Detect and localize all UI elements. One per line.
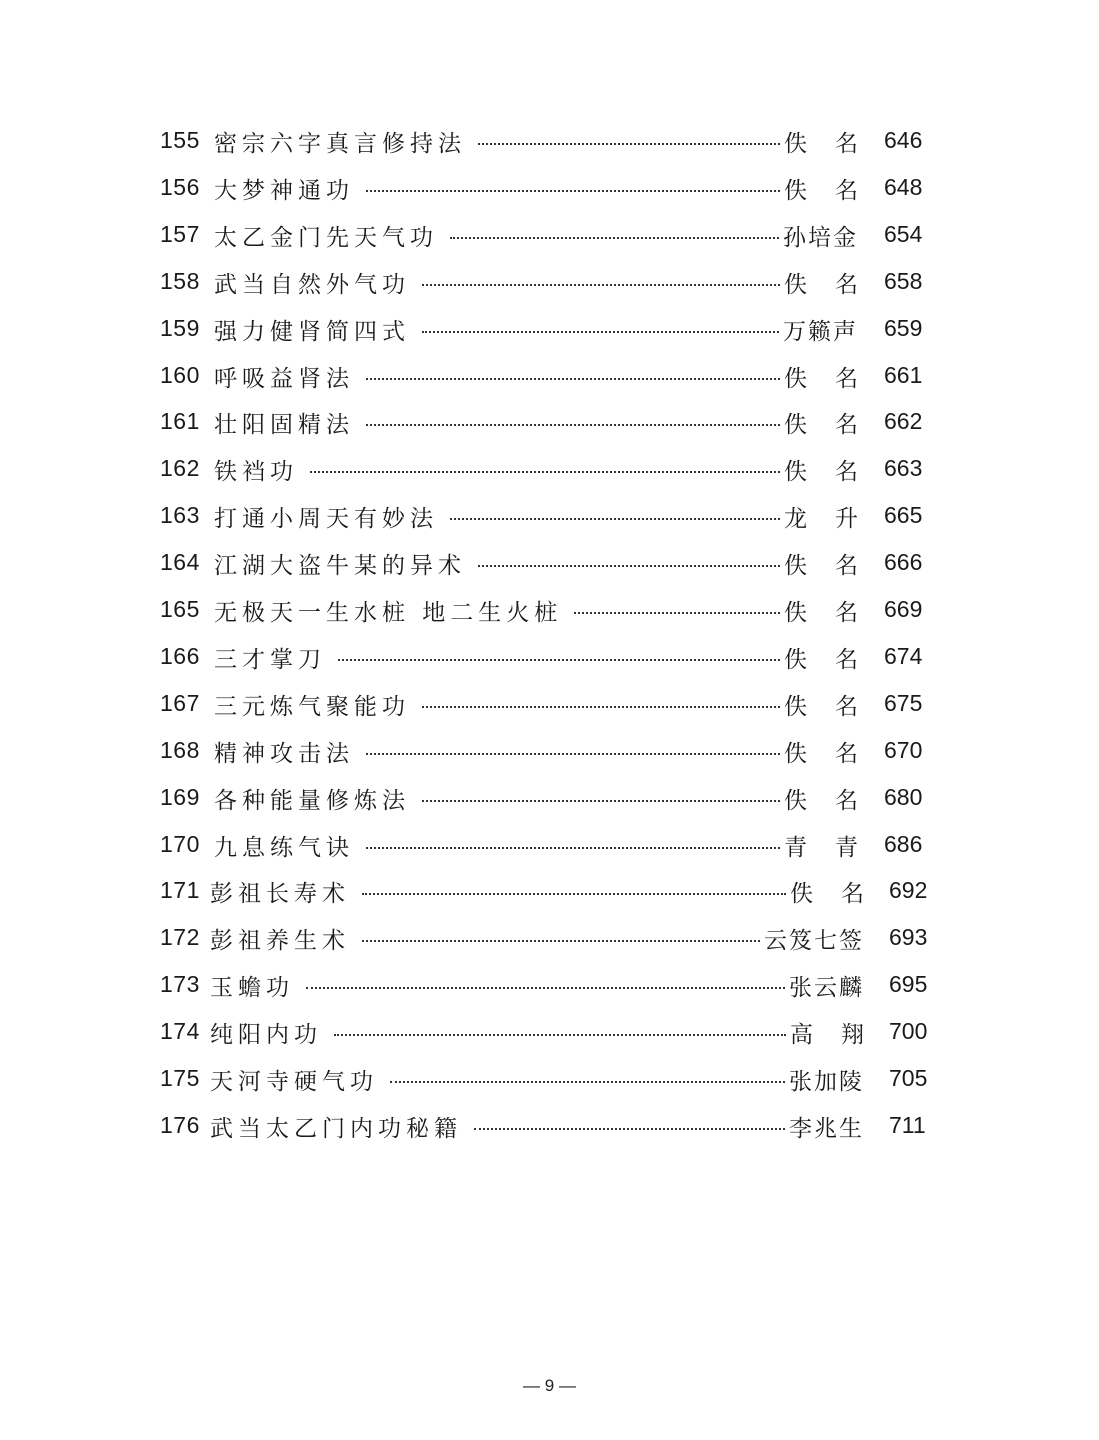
entry-author: 张云麟 [789,975,864,1002]
entry-page-number: 711 [889,1111,926,1138]
dot-leader [422,284,780,286]
entry-title: 彭祖养生术 [210,928,350,955]
entry-author: 佚名 [784,740,886,767]
entry-number: 156 [160,173,200,200]
entry-title: 纯阳内功 [210,1022,322,1049]
entry-page-number: 663 [884,455,923,482]
entry-number: 157 [160,220,200,247]
dot-leader [422,800,780,802]
entry-author: 龙升 [784,506,886,533]
dot-leader [478,565,780,567]
entry-number: 160 [160,361,200,388]
toc-entry [0,543,1099,589]
entry-number: 165 [160,596,200,622]
entry-page-number: 700 [889,1018,928,1045]
toc-entry [0,168,1099,214]
entry-number: 173 [160,971,200,998]
toc-entry [0,496,1099,542]
entry-title: 玉蟾功 [210,975,294,1002]
entry-page-number: 659 [884,314,923,341]
page-footer-number: — 9 — [523,1376,576,1395]
entry-page-number: 669 [884,596,923,622]
entry-author: 佚名 [784,459,886,486]
entry-number: 161 [160,408,200,435]
entry-page-number: 646 [884,127,923,153]
dot-leader [366,424,780,426]
entry-author: 佚名 [784,693,886,720]
entry-author: 佚名 [784,365,886,392]
entry-title: 太乙金门先天气功 [214,224,438,251]
toc-entry [0,731,1099,777]
toc-entry [0,1059,1099,1105]
dot-leader [390,1081,785,1083]
entry-title: 武当自然外气功 [214,271,410,298]
entry-author: 佚名 [784,553,886,580]
dot-leader [362,940,760,942]
entry-author: 佚名 [784,646,886,673]
toc-entry [0,871,1099,917]
entry-page-number: 692 [889,877,928,904]
entry-title: 江湖大盗牛某的异术 [214,553,466,580]
entry-number: 169 [160,783,200,810]
entry-title: 呼吸益肾法 [214,365,354,392]
entry-author: 高翔 [790,1022,892,1049]
dot-leader [366,190,780,192]
dot-leader [362,893,786,895]
entry-title: 无极天一生水桩 地二生火桩 [214,600,563,626]
entry-author: 孙培金 [783,224,858,251]
dot-leader [422,331,779,333]
entry-author: 佚名 [784,412,886,439]
toc-entry [0,918,1099,964]
entry-number: 158 [160,267,200,294]
toc-entry [0,590,1099,636]
entry-page-number: 675 [884,689,923,716]
dot-leader [306,987,785,989]
entry-number: 163 [160,502,200,529]
entry-title: 彭祖长寿术 [210,881,350,908]
entry-number: 170 [160,830,200,857]
toc-entry [0,215,1099,261]
dot-leader [366,378,780,380]
entry-number: 164 [160,549,200,576]
entry-title: 壮阳固精法 [214,412,354,439]
entry-author: 万籁声 [783,318,858,345]
entry-number: 159 [160,314,200,341]
entry-author: 青青 [784,834,886,861]
entry-title: 精神攻击法 [214,740,354,767]
entry-page-number: 670 [884,736,923,763]
toc-entry [0,356,1099,402]
entry-author: 佚名 [790,881,892,908]
entry-page-number: 705 [889,1065,928,1091]
dot-leader [450,518,780,520]
entry-author: 张加陵 [789,1069,864,1095]
toc-entry [0,778,1099,824]
entry-title: 各种能量修炼法 [214,787,410,814]
entry-page-number: 686 [884,830,923,857]
toc-entry [0,1106,1099,1152]
toc-entry [0,825,1099,871]
entry-page-number: 662 [884,408,923,435]
dot-leader [338,659,780,661]
entry-page-number: 661 [884,361,923,388]
entry-number: 174 [160,1018,200,1045]
dot-leader [422,706,780,708]
entry-author: 佚名 [784,131,886,157]
toc-entry [0,309,1099,355]
toc-entry [0,121,1099,167]
entry-author: 云笈七签 [764,928,864,955]
entry-author: 佚名 [784,271,886,298]
entry-number: 155 [160,127,200,153]
entry-title: 强力健肾简四式 [214,318,410,345]
entry-number: 176 [160,1111,200,1138]
entry-title: 天河寺硬气功 [210,1069,378,1095]
entry-title: 三才掌刀 [214,646,326,673]
toc-entry [0,262,1099,308]
toc-entry [0,449,1099,495]
entry-title: 打通小周天有妙法 [214,506,438,533]
toc-entry [0,402,1099,448]
toc-entry [0,684,1099,730]
entry-page-number: 695 [889,971,928,998]
toc-entry [0,1012,1099,1058]
entry-page-number: 654 [884,220,923,247]
entry-page-number: 666 [884,549,923,576]
entry-number: 172 [160,924,200,951]
dot-leader [334,1034,786,1036]
toc-entry [0,965,1099,1011]
entry-title: 九息练气诀 [214,834,354,861]
dot-leader [366,753,780,755]
entry-page-number: 665 [884,502,923,529]
entry-number: 162 [160,455,200,482]
entry-number: 167 [160,689,200,716]
entry-author: 佚名 [784,177,886,204]
entry-title: 铁裆功 [214,459,298,486]
dot-leader [310,471,780,473]
dot-leader [366,847,780,849]
entry-page-number: 680 [884,783,923,810]
dot-leader [478,143,780,145]
entry-author: 佚名 [784,600,886,626]
toc-entry [0,637,1099,683]
entry-title: 三元炼气聚能功 [214,693,410,720]
entry-page-number: 674 [884,642,923,669]
entry-page-number: 658 [884,267,923,294]
entry-number: 171 [160,877,200,904]
entry-page-number: 648 [884,173,923,200]
dot-leader [474,1128,785,1130]
dot-leader [450,237,779,239]
entry-author: 李兆生 [789,1115,864,1142]
entry-title: 密宗六字真言修持法 [214,131,466,157]
entry-page-number: 693 [889,924,928,951]
entry-number: 168 [160,736,200,763]
entry-title: 大梦神通功 [214,177,354,204]
entry-title: 武当太乙门内功秘籍 [210,1115,462,1142]
entry-number: 175 [160,1065,200,1091]
dot-leader [574,612,780,614]
entry-author: 佚名 [784,787,886,814]
entry-number: 166 [160,642,200,669]
